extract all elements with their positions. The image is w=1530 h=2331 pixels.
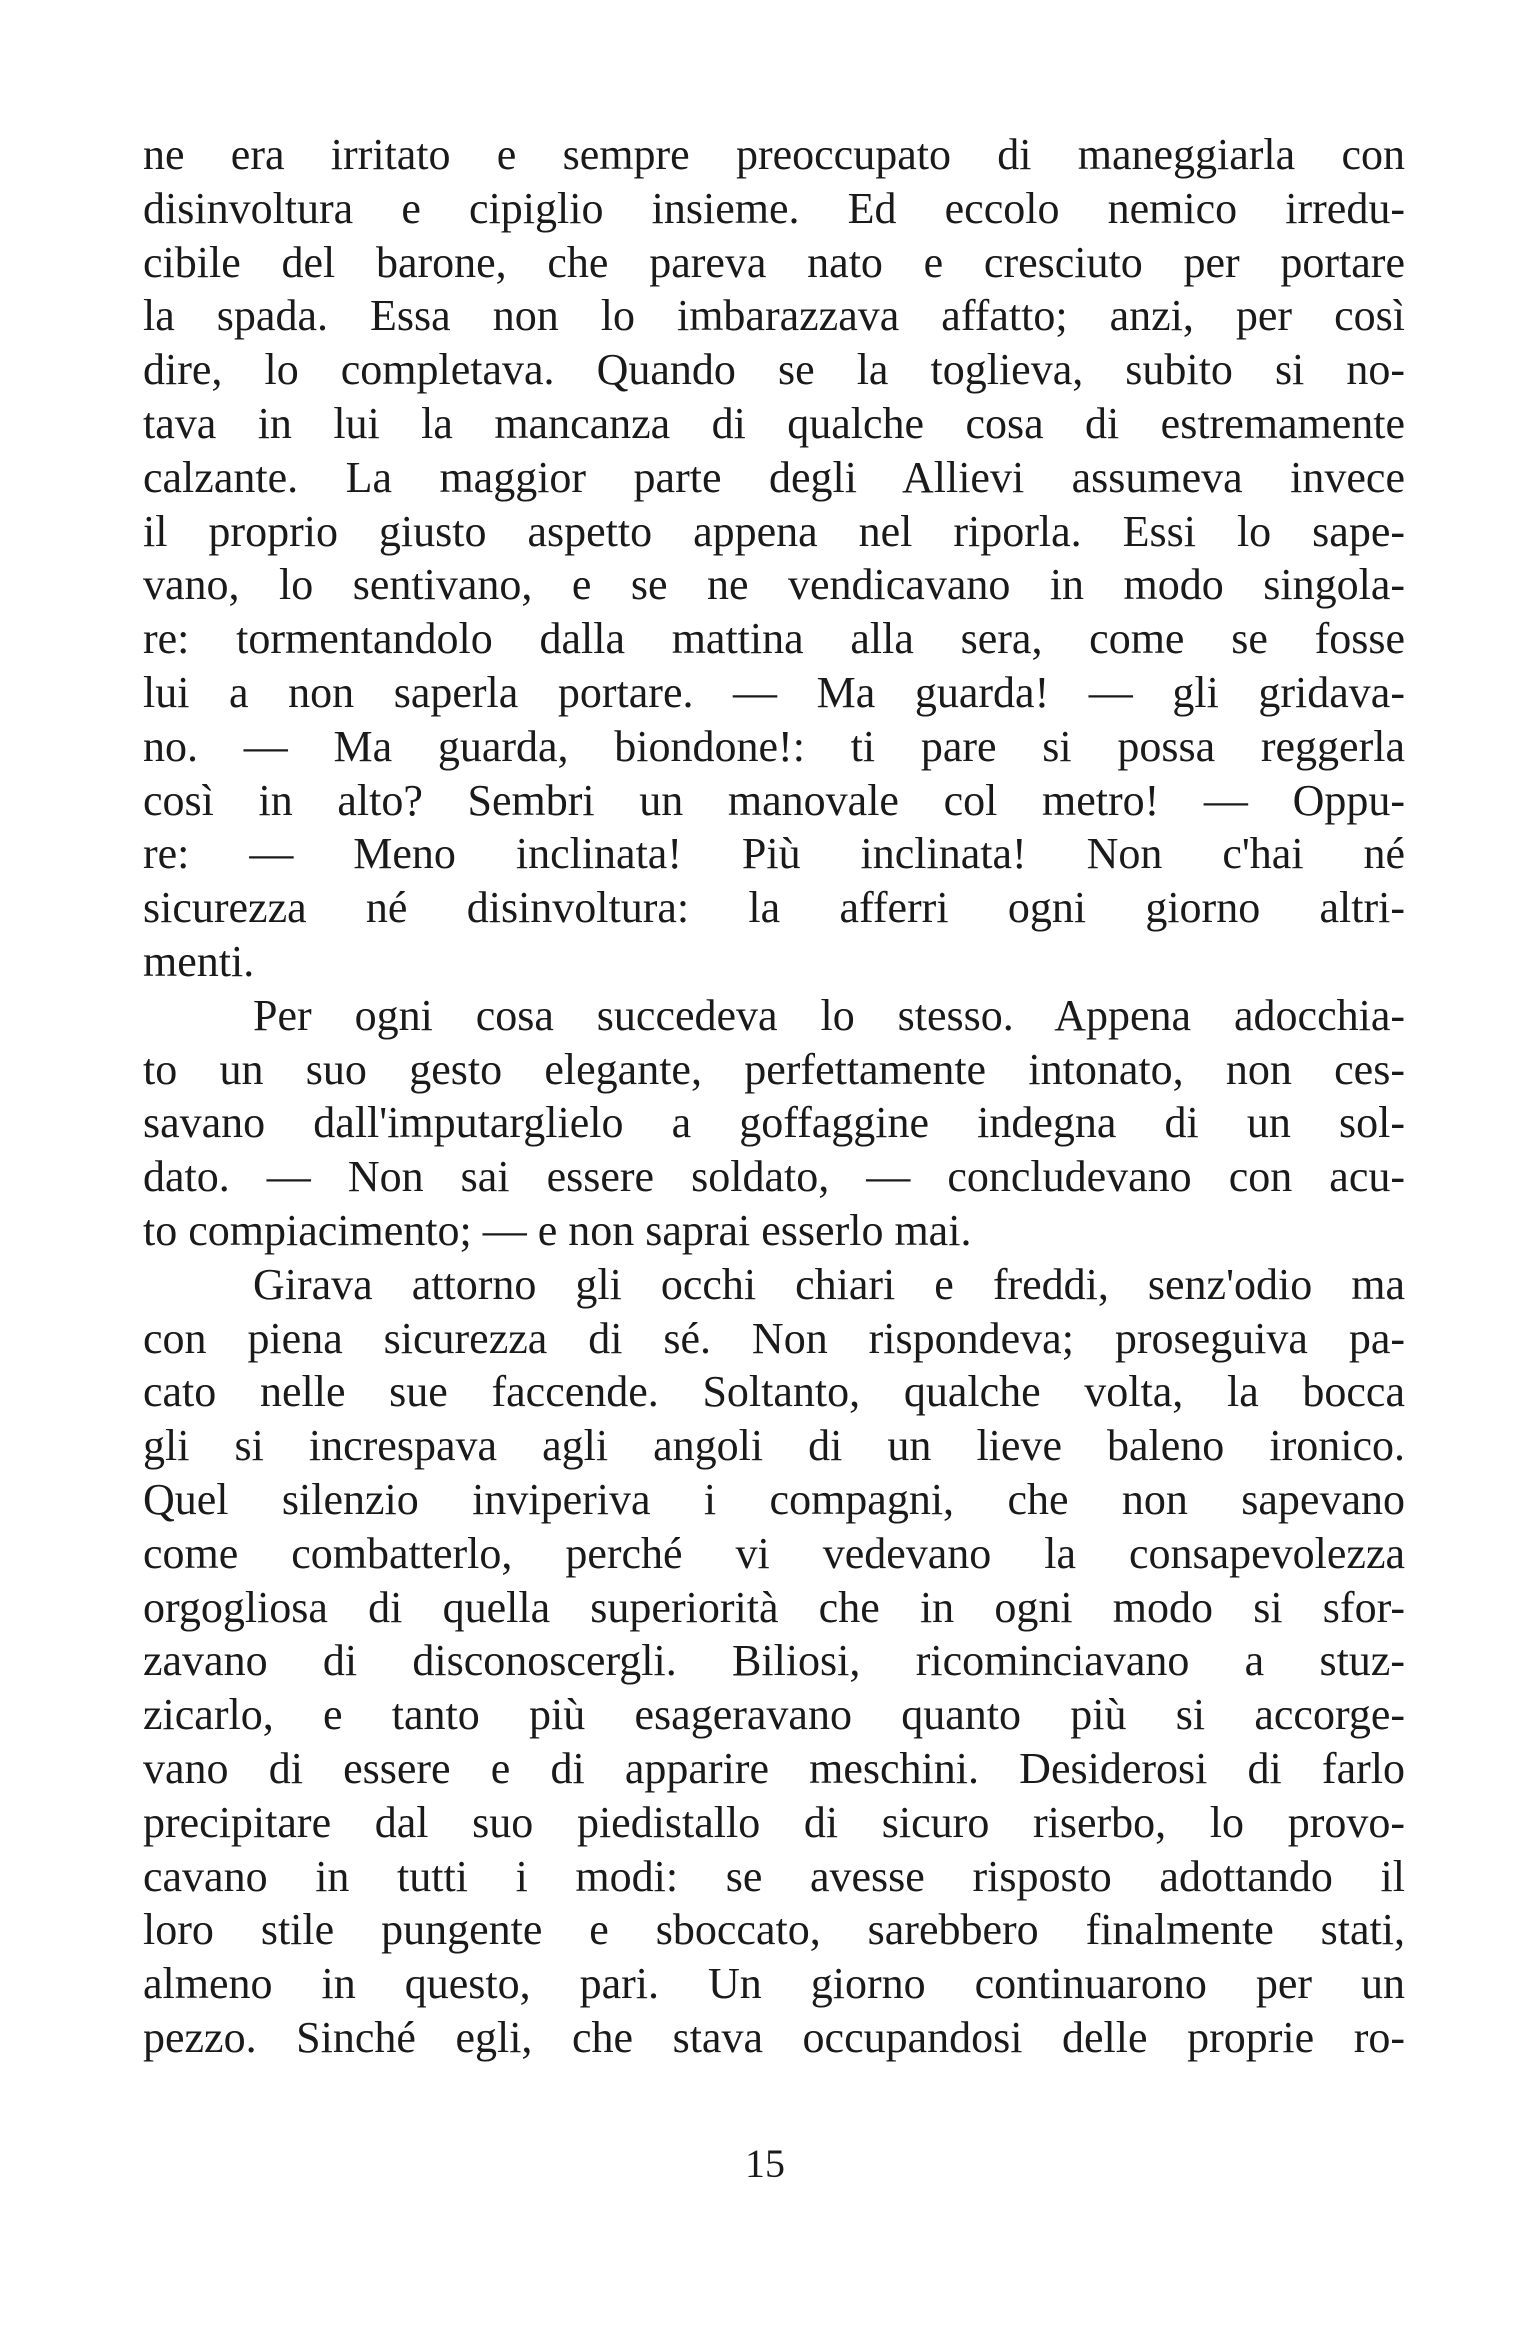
text-line: cato nelle sue faccende. Soltanto, qualche volta, la bocca — [143, 1367, 1405, 1417]
text-line: dato. — Non sai essere soldato, — concludevano con acu- — [143, 1152, 1405, 1202]
text-line: ne era irritato e sempre preoccupato di maneggiarla con — [143, 130, 1405, 179]
text-line: re: — Meno inclinata! Più inclinata! Non c'hai né — [143, 829, 1405, 879]
text-line: precipitare dal suo piedistallo di sicuro riserbo, lo provo- — [143, 1797, 1405, 1847]
text-line: no. — Ma guarda, biondone!: ti pare si possa reggerla — [143, 721, 1405, 771]
text-line: menti. — [143, 936, 255, 986]
text-line: zavano di disconoscergli. Biliosi, ricominciavano a stuz- — [143, 1636, 1405, 1686]
text-line: tava in lui la mancanza di qualche cosa di estremamente — [143, 398, 1405, 448]
text-line: pezzo. Sinché egli, che stava occupandosi delle proprie ro- — [143, 2012, 1405, 2062]
text-line: to compiacimento; — e non saprai esserlo mai. — [143, 1205, 972, 1255]
text-line: così in alto? Sembri un manovale col metro! — Oppu- — [143, 775, 1405, 825]
text-line: zicarlo, e tanto più esageravano quanto più si accorge- — [143, 1690, 1405, 1740]
text-line: orgogliosa di quella superiorità che in ogni modo si sfor- — [143, 1582, 1405, 1632]
text-line: Quel silenzio inviperiva i compagni, che non sapevano — [143, 1474, 1405, 1524]
text-line: calzante. La maggior parte degli Allievi assumeva invece — [143, 452, 1405, 502]
text-line: cavano in tutti i modi: se avesse risposto adottando il — [143, 1851, 1405, 1901]
paragraph-start-line: Girava attorno gli occhi chiari e freddi, senz'odio ma — [253, 1259, 1405, 1309]
text-line: almeno in questo, pari. Un giorno continuarono per un — [143, 1959, 1405, 2009]
text-line: disinvoltura e cipiglio insieme. Ed eccolo nemico irredu- — [143, 183, 1405, 233]
page-number: 15 — [745, 2141, 785, 2186]
text-line: cibile del barone, che pareva nato e cresciuto per portare — [143, 237, 1405, 287]
text-line: dire, lo completava. Quando se la toglieva, subito si no- — [143, 345, 1405, 395]
text-line: to un suo gesto elegante, perfettamente intonato, non ces- — [143, 1044, 1405, 1094]
text-line: sicurezza né disinvoltura: la afferri ogni giorno altri- — [143, 883, 1405, 933]
text-line: savano dall'imputarglielo a goffaggine indegna di un sol- — [143, 1098, 1405, 1148]
text-line: la spada. Essa non lo imbarazzava affatto; anzi, per così — [143, 291, 1405, 341]
body-text — [143, 128, 1405, 2065]
text-line: il proprio giusto aspetto appena nel riporla. Essi lo sape- — [143, 506, 1405, 556]
text-line: loro stile pungente e sboccato, sarebbero finalmente stati, — [143, 1905, 1405, 1955]
text-line: come combatterlo, perché vi vedevano la consapevolezza — [143, 1528, 1405, 1578]
text-line: re: tormentandolo dalla mattina alla sera, come se fosse — [143, 614, 1405, 664]
text-line: lui a non saperla portare. — Ma guarda! — gli gridava- — [143, 667, 1405, 717]
paragraph-start-line: Per ogni cosa succedeva lo stesso. Appena adocchia- — [253, 990, 1405, 1040]
text-line: gli si increspava agli angoli di un lieve baleno ironico. — [143, 1421, 1405, 1471]
text-line: con piena sicurezza di sé. Non rispondeva; proseguiva pa- — [143, 1313, 1405, 1363]
text-line: vano, lo sentivano, e se ne vendicavano in modo singola- — [143, 560, 1405, 610]
text-line: vano di essere e di apparire meschini. Desiderosi di farlo — [143, 1743, 1405, 1793]
